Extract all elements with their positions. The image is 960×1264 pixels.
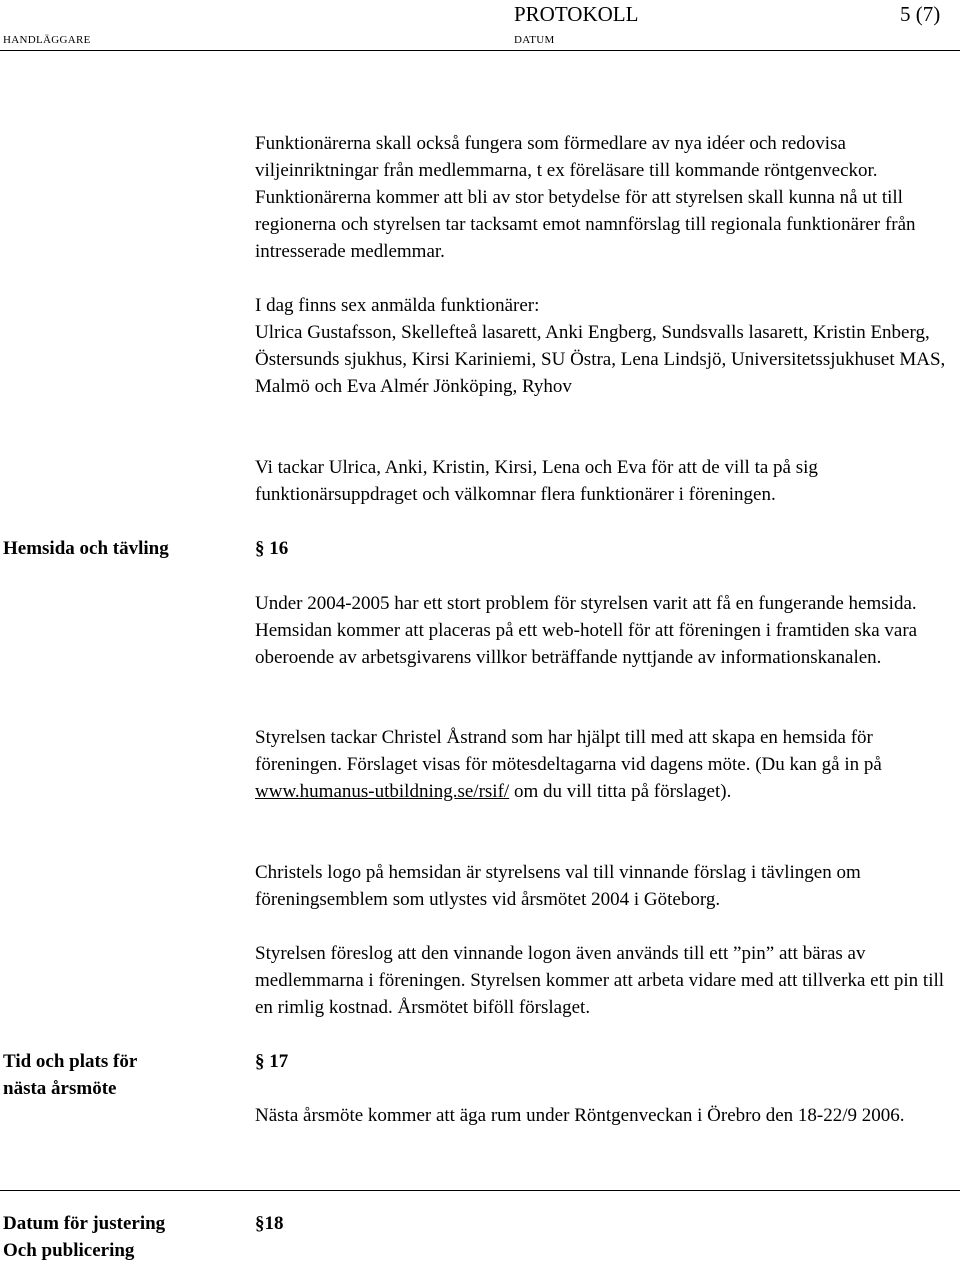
section-18-number: §18 — [255, 1213, 284, 1234]
section-18-label-line2: Och publicering — [3, 1240, 135, 1261]
handlaggare-label: HANDLÄGGARE — [3, 34, 91, 46]
datum-label: DATUM — [514, 34, 555, 46]
section-17-label-line1: Tid och plats för — [3, 1051, 138, 1072]
humanus-link[interactable]: www.humanus-utbildning.se/rsif/ — [255, 781, 510, 802]
paragraph-hemsida-problem: Under 2004-2005 har ett stort problem för styrelsen varit att få en fungerande hemsida. Hemsidan kommer att placeras på ett web-hotell för att föreningen i framtiden ska vara oberoende av arbetsgivarens villkor beträffande nyttjande av informationskanalen. — [255, 593, 918, 668]
funktionarer-names: Ulrica Gustafsson, Skellefteå lasarett, Anki Engberg, Sundsvalls lasarett, Kristin Enberg, Östersunds sjukhus, Kirsi Kariniemi, SU Östra, Lena Lindsjö, Universitetssjukhuset MAS, Malmö och Eva Almér Jönköping, Ryhov — [255, 322, 946, 397]
header-divider — [0, 50, 960, 51]
document-title: PROTOKOLL — [514, 2, 639, 26]
paragraph-pin-proposal: Styrelsen föreslog att den vinnande logon även används till ett ”pin” att bäras av medlemmarna i föreningen. Styrelsen kommer att arbeta vidare med att tillverka ett pin till en rimlig kostnad. Årsmötet biföll förslaget. — [255, 943, 945, 1018]
paragraph-funktionarer-role: Funktionärerna skall också fungera som förmedlare av nya idéer och redovisa viljeinriktningar från medlemmarna, t ex föreläsare till kommande röntgenveckor. Funktionärerna kommer att bli av stor betydelse för att styrelsen skall kunna nå ut till regionerna och styrelsen tar tacksamt emot namnförslag till regionala funktionärer från intresserade medlemmar. — [255, 133, 916, 262]
section-17-label-line2: nästa årsmöte — [3, 1078, 117, 1099]
paragraph-funktionarer-thanks: Vi tackar Ulrica, Anki, Kristin, Kirsi, Lena och Eva för att de vill ta på sig funktionärsuppdraget och välkomnar flera funktionärer i föreningen. — [255, 457, 818, 505]
paragraph-hemsida-thanks — [255, 724, 960, 805]
hemsida-thanks-text: Styrelsen tackar Christel Åstrand som har hjälpt till med att skapa en hemsida för föreningen. Förslaget visas för mötesdeltagarna vid dagens möte. (Du kan gå in på — [255, 727, 882, 775]
section-17-label — [3, 1048, 137, 1102]
paragraph-next-meeting: Nästa årsmöte kommer att äga rum under Röntgenveckan i Örebro den 18-22/9 2006. — [255, 1105, 905, 1126]
section-16-label: Hemsida och tävling — [3, 538, 169, 559]
funktionarer-intro: I dag finns sex anmälda funktionärer: — [255, 295, 540, 316]
paragraph-funktionarer-list — [255, 292, 960, 400]
page-number: 5 (‪7‬) — [900, 2, 941, 26]
section-divider — [0, 1190, 960, 1191]
hemsida-thanks-text-end: om du vill titta på förslaget). — [509, 781, 732, 802]
section-16-number: § 16 — [255, 538, 289, 559]
section-17-number: § 17 — [255, 1051, 289, 1072]
paragraph-logo-competition: Christels logo på hemsidan är styrelsens val till vinnande förslag i tävlingen om föreningsemblem som utlystes vid årsmötet 2004 i Göteborg. — [255, 862, 861, 910]
section-18-label-line1: Datum för justering — [3, 1213, 166, 1234]
section-18-label — [3, 1210, 165, 1264]
